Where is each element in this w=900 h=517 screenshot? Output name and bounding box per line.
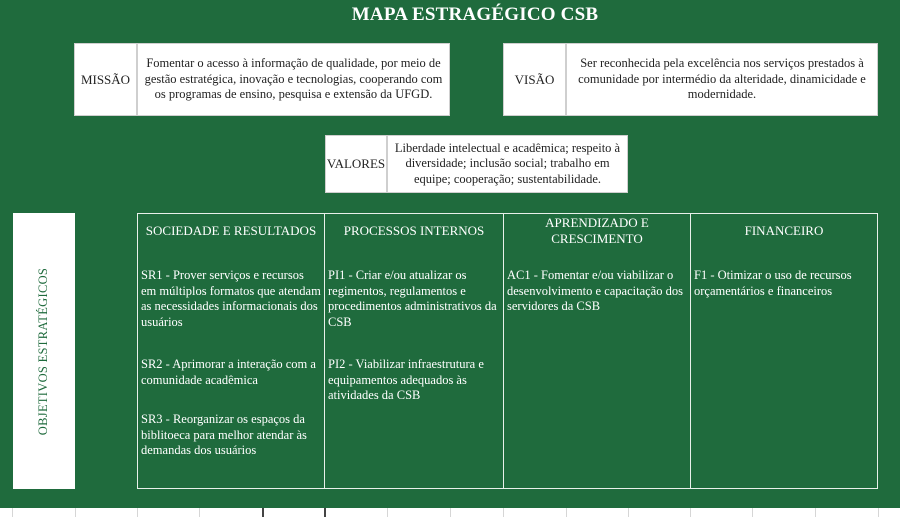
cell-divider bbox=[262, 508, 264, 517]
objective-item: PI2 - Viabilizar infraestrutura e equipamentos adequados às atividades da CSB bbox=[328, 357, 484, 402]
objetivos-grid bbox=[137, 213, 878, 489]
visao-label-text: VISÃO bbox=[514, 71, 555, 87]
missao-text-box bbox=[137, 43, 450, 116]
cell-divider bbox=[752, 508, 753, 517]
cell-divider bbox=[503, 508, 504, 517]
valores-text-box bbox=[387, 135, 628, 193]
column-sociedade-resultados bbox=[138, 214, 325, 488]
visao-text: Ser reconhecida pela excelência nos serviços prestados à comunidade por intermédio da alteridade, dinamicidade e modernidade. bbox=[578, 56, 866, 102]
missao-label bbox=[74, 43, 137, 116]
objective-item: SR1 - Prover serviços e recursos em múltiplos formatos que atendam as necessidades informacionais dos usuários bbox=[141, 268, 321, 329]
cell-divider bbox=[137, 508, 138, 517]
valores-label bbox=[325, 135, 387, 193]
cell-divider bbox=[75, 508, 76, 517]
column-financeiro bbox=[691, 214, 877, 488]
missao-text: Fomentar o acesso à informação de qualidade, por meio de gestão estratégica, inovação e tecnologias, cooperando com os programas de ensino, pesquisa e extensão da UFGD. bbox=[144, 56, 443, 102]
cell-divider bbox=[815, 508, 816, 517]
column-header: PROCESSOS INTERNOS bbox=[343, 223, 485, 238]
cell-divider bbox=[387, 508, 388, 517]
objective-item: F1 - Otimizar o uso de recursos orçamentários e financeiros bbox=[694, 268, 852, 298]
cell-divider bbox=[324, 508, 326, 517]
objetivos-estrategicos-label bbox=[13, 213, 75, 489]
valores-text: Liberdade intelectual e acadêmica; respeito à diversidade; inclusão social; trabalho em equipe; cooperação; sustentabilidade. bbox=[394, 140, 621, 186]
cell-divider bbox=[450, 508, 451, 517]
cell-divider bbox=[690, 508, 691, 517]
cell-divider bbox=[628, 508, 629, 517]
visao-label bbox=[503, 43, 566, 116]
cell-divider bbox=[12, 508, 13, 517]
column-aprendizado-crescimento bbox=[504, 214, 691, 488]
objective-item: SR2 - Aprimorar a interação com a comunidade acadêmica bbox=[141, 357, 316, 387]
valores-label-text: VALORES bbox=[326, 156, 386, 172]
visao-text-box bbox=[566, 43, 878, 116]
objective-item: PI1 - Criar e/ou atualizar os regimentos, regulamentos e procedimentos administrativos da CSB bbox=[328, 268, 497, 329]
cell-divider bbox=[199, 508, 200, 517]
cell-divider bbox=[878, 508, 879, 517]
column-header: FINANCEIRO bbox=[744, 223, 824, 238]
objective-item: AC1 - Fomentar e/ou viabilizar o desenvolvimento e capacitação dos servidores da CSB bbox=[507, 268, 683, 313]
objective-item: SR3 - Reorganizar os espaços da biblitoeca para melhor atendar às demandas dos usuários bbox=[141, 412, 307, 457]
column-header: APRENDIZADO E CRESCIMENTO bbox=[545, 215, 649, 246]
objetivos-estrategicos-text: OBJETIVOS ESTRATÉGICOS bbox=[36, 267, 51, 435]
column-header: SOCIEDADE E RESULTADOS bbox=[145, 223, 317, 238]
page-title: MAPA ESTRAGÉGICO CSB bbox=[351, 4, 599, 25]
column-processos-internos bbox=[325, 214, 504, 488]
missao-label-text: MISSÃO bbox=[80, 71, 131, 87]
cell-divider bbox=[566, 508, 567, 517]
